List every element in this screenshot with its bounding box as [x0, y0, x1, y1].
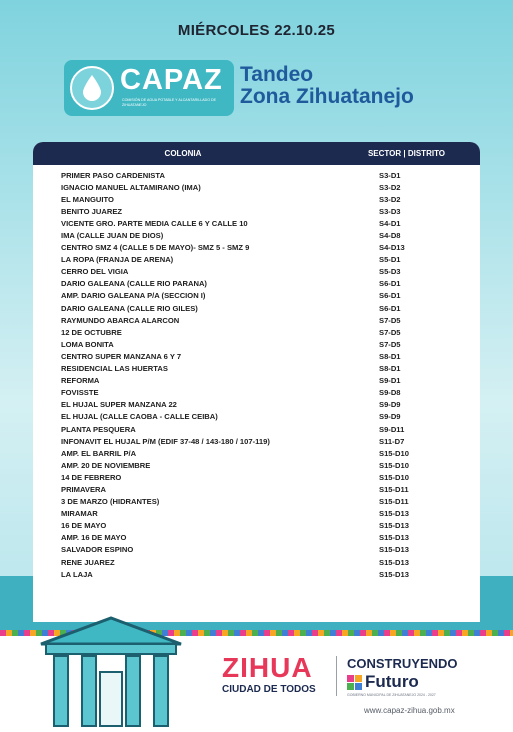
- colonia-cell: AMP. DARIO GALEANA P/A (SECCION I): [61, 291, 206, 301]
- futuro-subtitle: GOBIERNO MUNICIPAL DE ZIHUATANEJO 2024 - 2027: [347, 693, 436, 697]
- table-row: [33, 254, 480, 266]
- colonia-cell: AMP. EL BARRIL P/A: [61, 448, 137, 458]
- table-row: [33, 411, 480, 423]
- table-row: [33, 266, 480, 278]
- sector-cell: S3-D1: [379, 170, 401, 180]
- title-line-1: Tandeo: [240, 63, 314, 86]
- table-row: [33, 302, 480, 314]
- colonia-cell: DARIO GALEANA (CALLE RIO PARANA): [61, 279, 207, 289]
- colonia-cell: AMP. 16 DE MAYO: [61, 533, 127, 543]
- sector-cell: S15-D10: [379, 472, 409, 482]
- table-row: [33, 205, 480, 217]
- table-row: [33, 435, 480, 447]
- sector-cell: S15-D13: [379, 533, 409, 543]
- table-row: [33, 520, 480, 532]
- construyendo-text: CONSTRUYENDO: [347, 656, 458, 671]
- page-title: [240, 64, 414, 108]
- colonia-cell: RESIDENCIAL LAS HUERTAS: [61, 364, 168, 374]
- table-body: [33, 165, 480, 580]
- sector-cell: S9-D8: [379, 388, 401, 398]
- table-row: [33, 459, 480, 471]
- sector-cell: S5-D3: [379, 267, 401, 277]
- table-row: [33, 447, 480, 459]
- table-row: [33, 169, 480, 181]
- logo-name: CAPAZ: [120, 64, 223, 96]
- colonia-cell: SALVADOR ESPINO: [61, 545, 134, 555]
- table-header: [33, 142, 480, 165]
- zihua-tagline: CIUDAD DE TODOS: [222, 684, 316, 695]
- sector-cell: S15-D13: [379, 569, 409, 579]
- zihua-logo-text: ZIHUA: [222, 652, 313, 683]
- colonia-cell: EL HUJAL (CALLE CAOBA - CALLE CEIBA): [61, 412, 218, 422]
- colonia-cell: CERRO DEL VIGIA: [61, 267, 129, 277]
- colonia-cell: LOMA BONITA: [61, 339, 114, 349]
- sector-cell: S15-D11: [379, 484, 409, 494]
- sector-cell: S7-D5: [379, 315, 401, 325]
- logo-subtitle: COMISIÓN DE AGUA POTABLE Y ALCANTARILLADO DE ZIHUATANEJO: [122, 98, 216, 107]
- sector-cell: S4-D1: [379, 218, 401, 228]
- sector-cell: S9-D11: [379, 424, 405, 434]
- table-row: [33, 544, 480, 556]
- disclaimer-note: El tandeo de agua potable está sujeto a cambios, dependiendo del avance y conclusión en sectores previamente programados; para cualquier reporte o consulta sobre el programa de distribución contáctate con nosotros a través de nuestros medios oficiales.: [45, 585, 468, 604]
- colonia-cell: CENTRO SMZ 4 (CALLE 5 DE MAYO)- SMZ 5 - SMZ 9: [61, 243, 250, 253]
- website-url[interactable]: www.capaz-zihua.gob.mx: [364, 706, 455, 715]
- table-row: [33, 387, 480, 399]
- colonia-cell: 12 DE OCTUBRE: [61, 327, 122, 337]
- sector-cell: S6-D1: [379, 279, 401, 289]
- colonia-cell: RENE JUAREZ: [61, 557, 115, 567]
- colonia-cell: BENITO JUAREZ: [61, 206, 123, 216]
- sector-cell: S4-D13: [379, 243, 405, 253]
- table-row: [33, 556, 480, 568]
- sector-cell: S6-D1: [379, 303, 401, 313]
- sector-cell: S9-D9: [379, 412, 401, 422]
- sector-cell: S3-D2: [379, 194, 401, 204]
- table-row: [33, 399, 480, 411]
- water-drop-icon: [70, 66, 114, 110]
- footer-divider: [336, 656, 337, 696]
- table-row: [33, 290, 480, 302]
- table-row: [33, 217, 480, 229]
- schedule-table: [33, 142, 480, 622]
- sector-cell: S15-D10: [379, 460, 409, 470]
- sector-cell: S15-D13: [379, 521, 409, 531]
- sector-cell: S15-D13: [379, 545, 409, 555]
- colonia-cell: INFONAVIT EL HUJAL P/M (EDIF 37-48 / 143-180 / 107-119): [61, 436, 270, 446]
- sector-cell: S8-D1: [379, 364, 401, 374]
- colonia-cell: REFORMA: [61, 376, 100, 386]
- sector-cell: S8-D1: [379, 351, 401, 361]
- colonia-cell: FOVISSTE: [61, 388, 99, 398]
- colonia-cell: PLANTA PESQUERA: [61, 424, 136, 434]
- colonia-cell: DARIO GALEANA (CALLE RIO GILES): [61, 303, 198, 313]
- capaz-logo-block: [64, 60, 464, 116]
- table-row: [33, 532, 480, 544]
- schedule-date: MIÉRCOLES 22.10.25: [177, 22, 336, 39]
- sector-cell: S15-D11: [379, 497, 409, 507]
- table-row: [33, 181, 480, 193]
- table-row: [33, 193, 480, 205]
- column-header-colonia: COLONIA: [164, 149, 202, 158]
- colonia-cell: LA LAJA: [61, 569, 93, 579]
- sector-cell: S9-D9: [379, 400, 401, 410]
- table-row: [33, 471, 480, 483]
- table-row: [33, 242, 480, 254]
- futuro-text: Futuro: [365, 672, 419, 691]
- sector-cell: S11-D7: [379, 436, 405, 446]
- table-row: [33, 278, 480, 290]
- table-row: [33, 229, 480, 241]
- sector-cell: S3-D2: [379, 182, 401, 192]
- table-row: [33, 338, 480, 350]
- colonia-cell: 3 DE MARZO (HIDRANTES): [61, 497, 160, 507]
- colonia-cell: AMP. 20 DE NOVIEMBRE: [61, 460, 151, 470]
- colonia-cell: PRIMAVERA: [61, 484, 107, 494]
- capaz-logo: [64, 60, 234, 116]
- table-row: [33, 350, 480, 362]
- title-line-2: Zona Zihuatanejo: [240, 85, 414, 108]
- sector-cell: S15-D10: [379, 448, 409, 458]
- sector-cell: S15-D13: [379, 509, 409, 519]
- table-row: [33, 314, 480, 326]
- colonia-cell: MIRAMAR: [61, 509, 98, 519]
- table-row: [33, 375, 480, 387]
- sector-cell: S6-D1: [379, 291, 401, 301]
- sector-cell: S3-D3: [379, 206, 401, 216]
- sector-cell: S7-D5: [379, 339, 401, 349]
- sector-cell: S5-D1: [379, 255, 401, 265]
- colonia-cell: IMA (CALLE JUAN DE DIOS): [61, 231, 164, 241]
- building-illustration: [36, 616, 186, 732]
- colonia-cell: LA ROPA (FRANJA DE ARENA): [61, 255, 174, 265]
- colonia-cell: EL HUJAL SUPER MANZANA 22: [61, 400, 177, 410]
- sector-cell: S9-D1: [379, 376, 401, 386]
- column-header-sector: SECTOR | DISTRITO: [367, 149, 446, 158]
- sector-cell: S15-D13: [379, 557, 409, 567]
- table-row: [33, 568, 480, 580]
- table-row: [33, 326, 480, 338]
- futuro-logo: [347, 672, 419, 692]
- colonia-cell: CENTRO SUPER MANZANA 6 Y 7: [61, 351, 182, 361]
- table-row: [33, 363, 480, 375]
- colonia-cell: 16 DE MAYO: [61, 521, 107, 531]
- sector-cell: S7-D5: [379, 327, 401, 337]
- colonia-cell: PRIMER PASO CARDENISTA: [61, 170, 165, 180]
- table-row: [33, 423, 480, 435]
- table-row: [33, 508, 480, 520]
- table-row: [33, 483, 480, 495]
- colonia-cell: IGNACIO MANUEL ALTAMIRANO (IMA): [61, 182, 201, 192]
- colonia-cell: VICENTE GRO. PARTE MEDIA CALLE 6 Y CALLE 10: [61, 218, 248, 228]
- sector-cell: S4-D8: [379, 231, 401, 241]
- table-row: [33, 496, 480, 508]
- colonia-cell: EL MANGUITO: [61, 194, 114, 204]
- colonia-cell: RAYMUNDO ABARCA ALARCON: [61, 315, 180, 325]
- futuro-squares-icon: [347, 675, 362, 690]
- colonia-cell: 14 DE FEBRERO: [61, 472, 122, 482]
